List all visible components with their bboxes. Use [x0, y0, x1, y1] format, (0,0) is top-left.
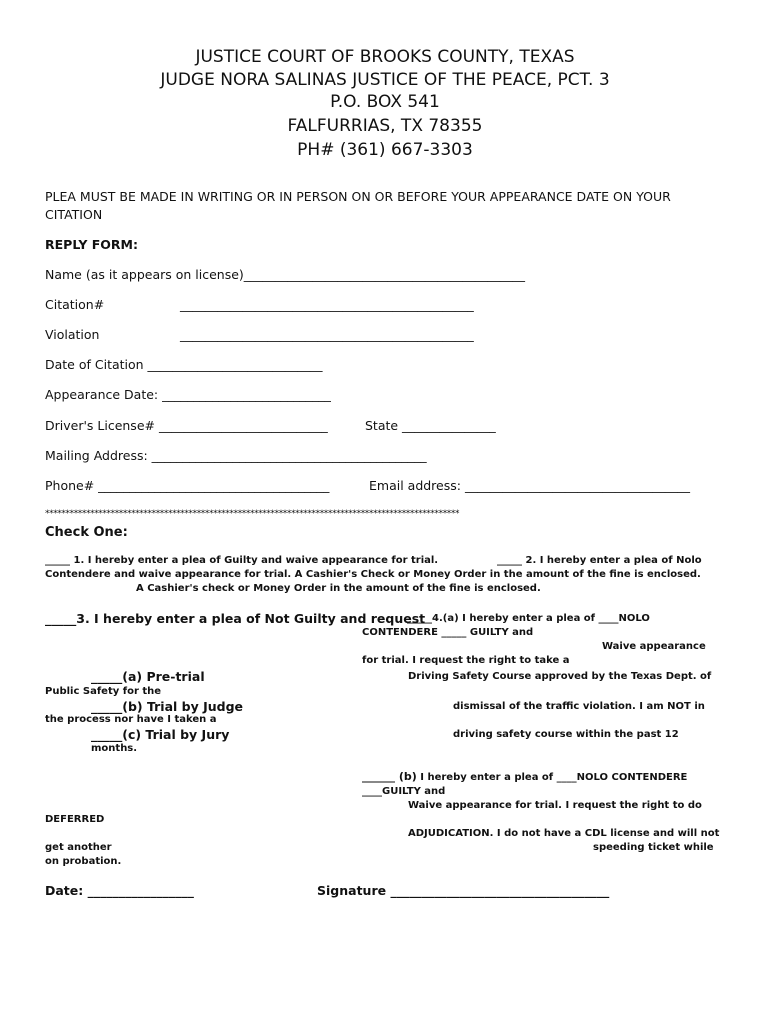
plea-option-4a-line5: Driving Safety Course approved by the Texas Dept. of	[408, 671, 712, 682]
plea-option-not-guilty[interactable]: _____3. I hereby enter a plea of Not Guilty and request	[45, 611, 426, 626]
plea-option-nolo[interactable]: _____ 2. I hereby enter a plea of Nolo	[497, 555, 702, 566]
plea-option-4b[interactable]	[362, 770, 687, 783]
plea-option-4b-label: ______ (b)	[362, 770, 417, 783]
plea-option-nolo-line3: A Cashier's check or Money Order in the amount of the fine is enclosed.	[136, 583, 541, 594]
reply-form-heading: REPLY FORM:	[45, 237, 138, 252]
appearance-date-field[interactable]: Appearance Date: ___________________________	[45, 387, 331, 402]
phone-field[interactable]: Phone# _____________________________________	[45, 478, 330, 493]
violation-label: Violation	[45, 327, 100, 342]
state-field[interactable]: State _______________	[365, 418, 496, 433]
get-another-text: get another	[45, 842, 112, 853]
trial-option-jury[interactable]: _____(c) Trial by Jury	[91, 727, 230, 742]
citation-field[interactable]: _______________________________________________	[180, 297, 474, 312]
court-name: JUSTICE COURT OF BROOKS COUNTY, TEXAS	[195, 47, 575, 67]
check-one-heading: Check One:	[45, 525, 128, 540]
plea-notice-line2: CITATION	[45, 207, 103, 222]
plea-option-4b-line2: ____GUILTY and	[362, 786, 446, 797]
deferred-text: DEFERRED	[45, 814, 105, 825]
plea-option-4a-line4: for trial. I request the right to take a	[362, 655, 570, 666]
trial-option-pretrial[interactable]: _____(a) Pre-trial	[91, 669, 205, 684]
dismissal-text: dismissal of the traffic violation. I am NOT in	[453, 701, 705, 712]
process-text: the process nor have I taken a	[45, 714, 217, 725]
plea-option-4b-text: I hereby enter a plea of ____NOLO CONTENDERE	[416, 772, 688, 783]
name-field[interactable]: Name (as it appears on license)_____________________________________________	[45, 267, 526, 282]
po-box: P.O. BOX 541	[330, 92, 440, 112]
trial-option-judge[interactable]: _____(b) Trial by Judge	[91, 699, 244, 714]
city-state-zip: FALFURRIAS, TX 78355	[287, 116, 483, 136]
email-field[interactable]: Email address: ____________________________________	[369, 478, 690, 493]
plea-option-guilty[interactable]: _____ 1. I hereby enter a plea of Guilty and waive appearance for trial.	[45, 555, 439, 566]
adjudication-text: ADJUDICATION. I do not have a CDL license and will not	[408, 828, 720, 839]
signature-field[interactable]: Signature ___________________________________	[317, 883, 610, 898]
citation-label: Citation#	[45, 297, 105, 312]
public-safety-text: Public Safety for the	[45, 686, 162, 697]
plea-option-4a-line2: CONTENDERE _____ GUILTY and	[362, 627, 534, 638]
date-signature-field[interactable]: Date: _________________	[45, 883, 194, 898]
phone-number: PH# (361) 667-3303	[297, 140, 473, 160]
months-text: months.	[91, 743, 138, 754]
plea-notice-line1: PLEA MUST BE MADE IN WRITING OR IN PERSON ON OR BEFORE YOUR APPEARANCE DATE ON YOUR	[45, 189, 671, 204]
plea-option-4a[interactable]: _____4.(a) I hereby enter a plea of ____NOLO	[407, 613, 650, 624]
driving-course-text: driving safety course within the past 12	[453, 729, 679, 740]
plea-option-nolo-line2: Contendere and waive appearance for trial. A Cashier's Check or Money Order in the amount of the fine is enclosed.	[45, 569, 701, 580]
judge-name: JUDGE NORA SALINAS JUSTICE OF THE PEACE, PCT. 3	[160, 70, 610, 90]
separator-line: *****************************************************************************************************	[45, 509, 460, 519]
mailing-address-field[interactable]: Mailing Address: ____________________________________________	[45, 448, 427, 463]
violation-field[interactable]: _______________________________________________	[180, 327, 474, 342]
probation-text: on probation.	[45, 856, 122, 867]
date-of-citation-field[interactable]: Date of Citation ____________________________	[45, 357, 323, 372]
speeding-ticket-text: speeding ticket while	[593, 842, 714, 853]
plea-option-4b-line3: Waive appearance for trial. I request the right to do	[408, 800, 702, 811]
drivers-license-field[interactable]: Driver's License# ___________________________	[45, 418, 328, 433]
plea-option-4a-line3: Waive appearance	[602, 641, 706, 652]
